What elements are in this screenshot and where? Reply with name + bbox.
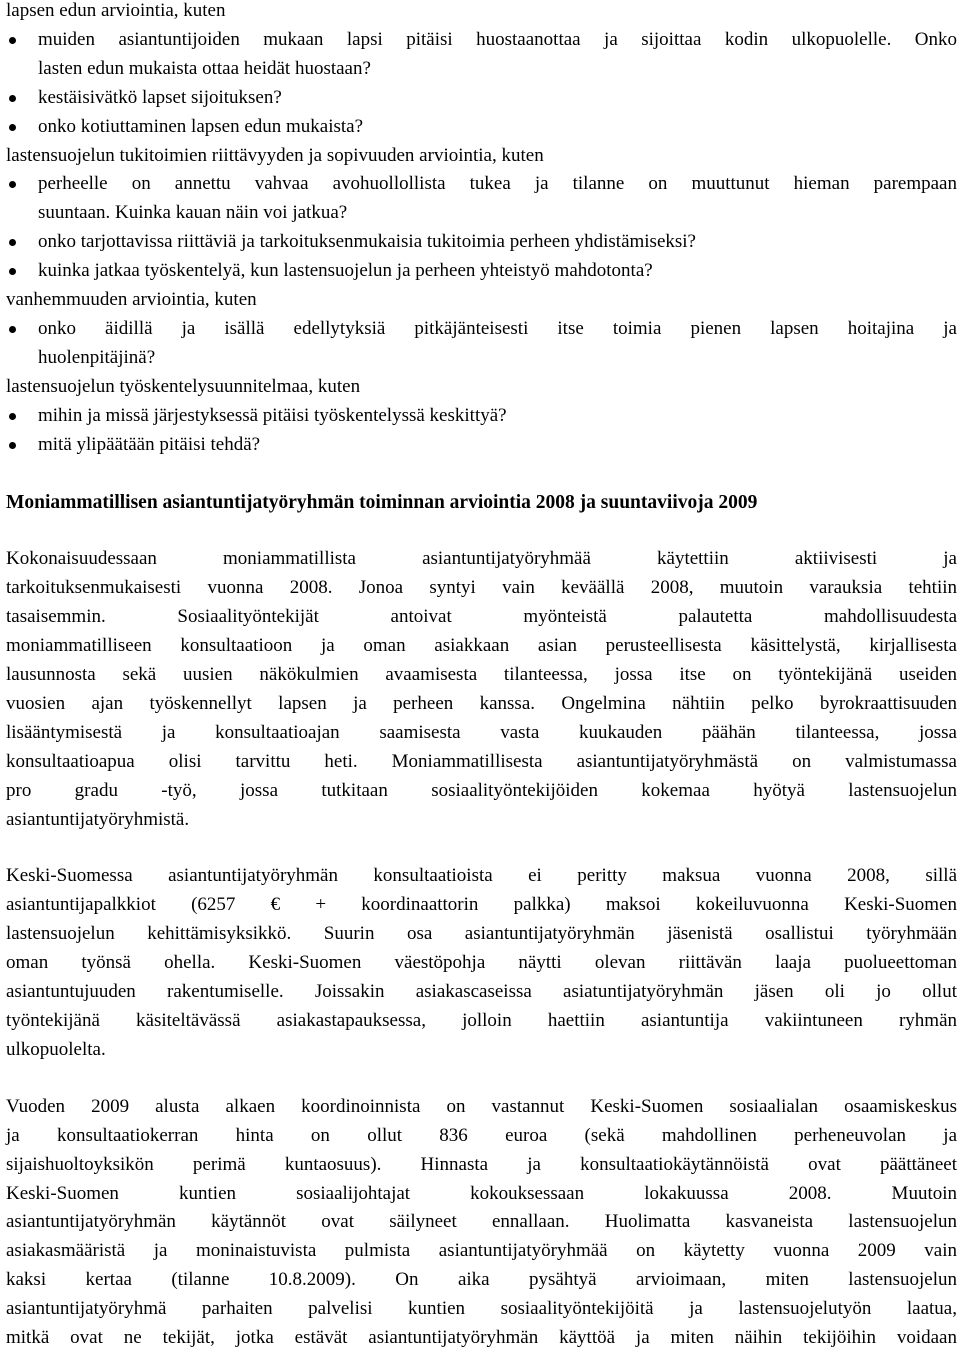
- text-line: perheelle on annettu vahvaa avohuollollista tukea ja tilanne on muuttunut hieman parempaan: [38, 173, 957, 195]
- criteria-section: [6, 142, 957, 287]
- section-label: lapsen edun arviointia, kuten: [6, 0, 226, 21]
- bullet-dot-icon: [9, 37, 16, 44]
- bullet-dot-icon: [9, 326, 16, 333]
- bullet-item: [6, 84, 957, 113]
- text-line: Kokonaisuudessaan moniammatillista asiantuntijatyöryhmää käytettiin aktiivisesti ja: [6, 548, 957, 570]
- text-line: oman työnsä ohella. Keski-Suomen väestöpohja näytti olevan riittävän laaja puolueettoman: [6, 952, 957, 974]
- text-line: vuosien ajan työskennellyt lapsen ja perheen kanssa. Ongelmina nähtiin pelko byrokraattisuuden: [6, 692, 957, 714]
- bullet-dot-icon: [9, 268, 16, 275]
- criteria-section: [6, 0, 957, 142]
- bullet-dot-icon: [9, 124, 16, 131]
- text-line: mitä ylipäätään pitäisi tehdä?: [38, 433, 261, 455]
- text-line: muiden asiantuntijoiden mukaan lapsi pitäisi huostaanottaa ja sijoittaa kodin ulkopuolelle. Onko: [38, 28, 957, 50]
- section-label: vanhemmuuden arviointia, kuten: [6, 289, 257, 311]
- text-line: konsultaatioapua olisi tarvittu heti. Moniammatillisesta asiantuntijatyöryhmästä on valmistumassa: [6, 750, 957, 772]
- bullet-dot-icon: [9, 239, 16, 246]
- text-line: asiantuntujuuden rakentumiselle. Joissakin asiakascaseissa asiatuntijatyöryhmän jäsen oli jo ollut: [6, 981, 957, 1003]
- text-line: asiantuntijatyöryhmä parhaiten palvelisi kuntien sosiaalityöntekijöitä ja lastensuojelutyön laatua,: [6, 1298, 957, 1320]
- bullet-item: [6, 113, 957, 142]
- text-line: Vuoden 2009 alusta alkaen koordinoinnista on vastannut Keski-Suomen sosiaalialan osaamiskeskus: [6, 1095, 957, 1117]
- text-line: tarkoituksenmukaisesti vuonna 2008. Jonoa syntyi vain keväällä 2008, muutoin varauksia tehtiin: [6, 577, 957, 599]
- bullet-list: [6, 26, 957, 142]
- text-line: moniammatilliseen konsultaatioon ja oman asiakkaan asian perusteellisesta käsittelystä, kirjallisesta: [6, 635, 957, 657]
- section-label: lastensuojelun työskentelysuunnitelmaa, kuten: [6, 375, 361, 397]
- bullet-dot-icon: [9, 442, 16, 449]
- bullet-item: [6, 170, 957, 228]
- bullet-list: [6, 402, 957, 460]
- section-label: lastensuojelun tukitoimien riittävyyden ja sopivuuden arviointia, kuten: [6, 144, 544, 166]
- paragraph: [6, 862, 957, 1064]
- paragraph: [6, 1093, 957, 1353]
- bullet-list: [6, 315, 957, 373]
- paragraph: [6, 545, 957, 834]
- bullet-item: [6, 402, 957, 431]
- text-line: Keski-Suomen kuntien sosiaalijohtajat kokouksessaan lokakuussa 2008. Muutoin: [6, 1182, 957, 1204]
- text-line: suuntaan. Kuinka kauan näin voi jatkua?: [38, 202, 348, 224]
- bullet-dot-icon: [9, 95, 16, 102]
- text-line: pro gradu -työ, jossa tutkitaan sosiaalityöntekijöiden kokemaa hyötyä lastensuojelun: [6, 779, 957, 801]
- criteria-section: [6, 373, 957, 460]
- document-page: [6, 0, 957, 1353]
- bullet-item: [6, 315, 957, 373]
- text-line: lisääntymisestä ja konsultaatioajan saamisesta vasta kuukauden päähän tilanteessa, jossa: [6, 721, 957, 743]
- text-line: mitkä ovat ne tekijät, jotka estävät asiantuntijatyöryhmän käyttöä ja miten näihin tekijöihin voidaan: [6, 1327, 957, 1349]
- text-line: lausunnosta sekä uusien näkökulmien avaamisesta tilanteessa, jossa itse on työntekijänä useiden: [6, 664, 957, 686]
- text-line: kestäisivätkö lapset sijoituksen?: [38, 86, 282, 108]
- text-line: asiakasmääristä ja moninaistuvista pulmista asiantuntijatyöryhmää on käytetty vuonna 2009 vain: [6, 1240, 957, 1262]
- text-line: onko kotiuttaminen lapsen edun mukaista?: [38, 115, 364, 137]
- text-line: lastensuojelun kehittämisyksikkö. Suurin osa asiantuntijatyöryhmän jäsenistä osallistui työryhmään: [6, 923, 957, 945]
- text-line: onko äidillä ja isällä edellytyksiä pitkäjänteisesti itse toimia pienen lapsen hoitajina ja: [38, 317, 957, 339]
- text-line: lasten edun mukaista ottaa heidät huostaan?: [38, 57, 371, 79]
- text-line: tasaisemmin. Sosiaalityöntekijät antoivat myönteistä palautetta mahdollisuudesta: [6, 606, 957, 628]
- text-line: kuinka jatkaa työskentelyä, kun lastensuojelun ja perheen yhteistyö mahdotonta?: [38, 260, 653, 282]
- bullet-item: [6, 431, 957, 460]
- text-line: asiantuntijapalkkiot (6257 € + koordinaattorin palkka) maksoi kokeiluvuonna Keski-Suomen: [6, 894, 957, 916]
- text-line: sijaishuoltoyksikön perimä kuntaosuus). Hinnasta ja konsultaatiokäytännöistä ovat päättäneet: [6, 1153, 957, 1175]
- text-line: asiantuntijatyöryhmistä.: [6, 808, 190, 830]
- text-line: Keski-Suomessa asiantuntijatyöryhmän konsultaatioista ei peritty maksua vuonna 2008, sillä: [6, 865, 957, 887]
- bullet-item: [6, 26, 957, 84]
- text-line: työntekijänä käsiteltävässä asiakastapauksessa, jolloin haettiin asiantuntija vakiintuneen ryhmän: [6, 1010, 957, 1031]
- criteria-section: [6, 286, 957, 373]
- text-line: mihin ja missä järjestyksessä pitäisi työskentelyssä keskittyä?: [38, 404, 507, 426]
- section-heading: Moniammatillisen asiantuntijatyöryhmän toiminnan arviointia 2008 ja suuntaviivoja 2009: [6, 491, 758, 513]
- text-line: onko tarjottavissa riittäviä ja tarkoituksenmukaisia tukitoimia perheen yhdistämiseksi?: [38, 231, 696, 253]
- text-line: ulkopuolelta.: [6, 1038, 106, 1060]
- bullet-item: [6, 257, 957, 286]
- text-line: asiantuntijatyöryhmän käytännöt ovat säilyneet ennallaan. Huolimatta kasvaneista lastensuojelun: [6, 1211, 957, 1233]
- text-line: ja konsultaatiokerran hinta on ollut 836 euroa (sekä mahdollinen perheneuvolan ja: [6, 1124, 957, 1146]
- bullet-dot-icon: [9, 181, 16, 188]
- bullet-dot-icon: [9, 413, 16, 420]
- text-line: huolenpitäjinä?: [38, 346, 156, 368]
- text-line: kaksi kertaa (tilanne 10.8.2009). On aika pysähtyä arvioimaan, miten lastensuojelun: [6, 1269, 957, 1291]
- bullet-item: [6, 228, 957, 257]
- bullet-list: [6, 170, 957, 286]
